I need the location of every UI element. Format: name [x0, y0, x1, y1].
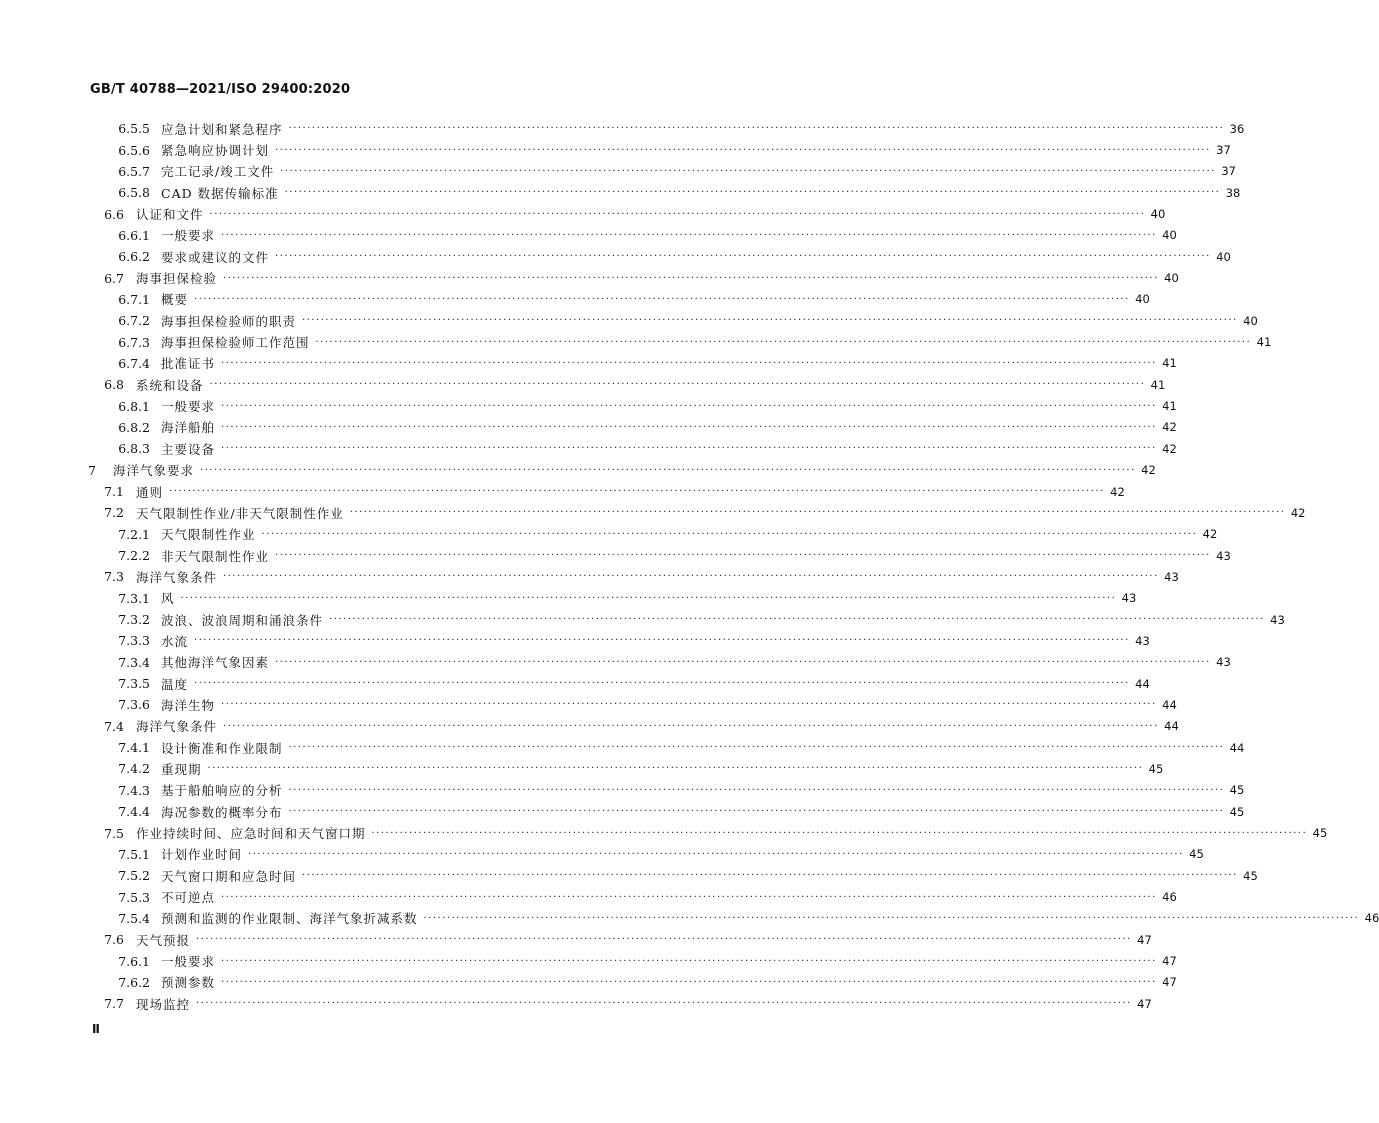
toc-entry-number: 7.2.2 [118, 548, 150, 564]
toc-entry[interactable] [0, 886, 1177, 907]
toc-leader-dots: ········································································································································································································ [221, 443, 1157, 455]
toc-entry-line [161, 867, 1258, 885]
toc-leader-dots: ········································································································································································································ [288, 742, 1225, 754]
toc-leader-dots: ········································································································································································································ [169, 486, 1105, 498]
toc-entry-number: 7.3.2 [118, 612, 150, 628]
toc-entry-title: 海事担保检验师工作范围 [161, 335, 310, 351]
toc-entry-title: 天气预报 [136, 932, 191, 948]
toc-entry[interactable] [0, 844, 1204, 865]
toc-entry-line [161, 589, 1137, 607]
toc-entry-line [136, 483, 1125, 501]
toc-entry-page: 47 [1162, 975, 1177, 990]
toc-leader-dots: ········································································································································································································ [194, 635, 1130, 647]
toc-entry-page: 45 [1243, 868, 1258, 883]
toc-entry[interactable] [0, 246, 1231, 267]
toc-entry-number: 7.1 [104, 484, 124, 500]
toc-entry-page: 43 [1270, 612, 1285, 627]
toc-leader-dots: ········································································································································································································ [288, 784, 1225, 796]
toc-entry-page: 41 [1162, 399, 1177, 414]
toc-entry-line [161, 888, 1177, 906]
toc-entry[interactable] [0, 310, 1258, 331]
toc-entry[interactable] [0, 716, 1179, 737]
toc-entry-number: 6.7.1 [118, 291, 150, 307]
toc-entry-number: 7.4.2 [118, 761, 150, 777]
toc-entry-title: 风 [161, 591, 175, 607]
toc-entry-page: 38 [1225, 185, 1241, 200]
toc-entry[interactable] [0, 374, 1166, 395]
toc-entry-line [136, 931, 1152, 949]
toc-entry[interactable] [0, 588, 1137, 609]
toc-entry[interactable] [0, 267, 1179, 288]
toc-entry-title: 天气窗口期和应急时间 [161, 868, 297, 884]
toc-leader-dots: ········································································································································································································ [280, 165, 1216, 177]
toc-entry-line [161, 418, 1177, 436]
toc-entry-number: 6.7.4 [118, 355, 150, 371]
toc-entry-number: 7.5.1 [118, 846, 150, 862]
toc-entry-page: 43 [1216, 548, 1231, 563]
toc-entry-page: 42 [1162, 420, 1177, 435]
toc-entry[interactable] [0, 972, 1177, 993]
toc-entry-line [136, 376, 1166, 394]
toc-entry-page: 47 [1137, 996, 1152, 1011]
toc-leader-dots: ········································································································································································································ [248, 848, 1184, 860]
toc-entry-page: 44 [1162, 697, 1177, 712]
toc-leader-dots: ········································································································································································································ [196, 998, 1132, 1010]
toc-entry-page: 43 [1121, 591, 1137, 606]
toc-leader-dots: ········································································································································································································ [223, 272, 1159, 284]
toc-entry[interactable] [0, 438, 1177, 459]
toc-entry-number: 7.6.2 [118, 974, 150, 990]
toc-entry-title: 其他海洋气象因素 [161, 655, 270, 671]
toc-entry-number: 6.6.2 [118, 249, 150, 265]
toc-entry-line [161, 290, 1150, 308]
toc-entry[interactable] [0, 225, 1177, 246]
toc-entry-number: 7.3.4 [118, 654, 150, 670]
toc-entry-page: 43 [1216, 655, 1231, 670]
toc-entry-page: 43 [1164, 569, 1179, 584]
toc-entry-page: 40 [1150, 207, 1166, 222]
toc-entry-number: 7.5.3 [118, 889, 150, 905]
toc-entry-number: 6.7.2 [118, 313, 150, 329]
toc-entry-number: 7.5 [104, 825, 124, 841]
toc-entry[interactable] [0, 353, 1177, 374]
toc-entry[interactable] [0, 182, 1241, 203]
toc-entry-page: 40 [1135, 292, 1150, 307]
toc-leader-dots: ········································································································································································································ [200, 464, 1136, 476]
toc-entry-title: 天气限制性作业/非天气限制性作业 [136, 505, 344, 521]
toc-entry-page: 45 [1189, 847, 1204, 862]
toc-entry-page: 36 [1229, 121, 1245, 136]
toc-entry-page: 44 [1164, 719, 1179, 734]
toc-entry-number: 7.4.3 [118, 782, 150, 798]
toc-entry-line [161, 312, 1258, 330]
toc-entry-title: 概要 [161, 292, 189, 308]
toc-entry[interactable] [0, 673, 1150, 694]
toc-entry-page: 45 [1229, 783, 1245, 798]
toc-entry-line [161, 675, 1150, 693]
toc-leader-dots: ········································································································································································································ [275, 550, 1211, 562]
toc-entry-page: 37 [1221, 164, 1236, 179]
toc-entry[interactable] [0, 566, 1179, 587]
toc-entry-page: 42 [1162, 441, 1177, 456]
toc-entry-page: 42 [1141, 463, 1156, 478]
toc-entry-title: 计划作业时间 [161, 847, 243, 863]
toc-entry-line [161, 973, 1177, 991]
toc-entry-number: 7.3.5 [118, 676, 150, 692]
toc-entry-line [161, 952, 1177, 970]
toc-entry-title: 基于船舶响应的分析 [161, 783, 283, 799]
toc-entry[interactable] [0, 865, 1258, 886]
toc-entry-title: 温度 [161, 676, 189, 692]
toc-leader-dots: ········································································································································································································ [275, 144, 1211, 156]
toc-leader-dots: ········································································································································································································ [221, 891, 1157, 903]
toc-leader-dots: ········································································································································································································ [221, 421, 1157, 433]
toc-entry-number: 7.3.1 [118, 590, 150, 606]
toc-entry-title: 系统和设备 [136, 377, 204, 393]
toc-entry[interactable] [0, 801, 1245, 822]
toc-entry-line [161, 909, 1379, 927]
toc-entry-line [161, 547, 1231, 565]
toc-entry-number: 7.2 [104, 505, 124, 521]
toc-entry-number: 7.7 [104, 996, 124, 1012]
toc-leader-dots: ········································································································································································································ [284, 187, 1221, 199]
toc-entry-page: 45 [1148, 761, 1164, 776]
toc-entry[interactable] [0, 993, 1152, 1014]
toc-leader-dots: ········································································································································································································ [221, 400, 1157, 412]
toc-entry-page: 40 [1164, 271, 1179, 286]
toc-entry[interactable] [0, 481, 1125, 502]
toc-leader-dots: ········································································································································································································ [275, 656, 1211, 668]
toc-entry-number: 7.3 [104, 569, 124, 585]
toc-leader-dots: ········································································································································································································ [423, 912, 1360, 924]
toc-entry-number: 6.5.8 [118, 185, 150, 201]
toc-entry-line [161, 354, 1177, 372]
toc-entry-number: 7.6.1 [118, 953, 150, 969]
toc-leader-dots: ········································································································································································································ [221, 357, 1157, 369]
toc-entry-line [161, 162, 1236, 180]
toc-entry[interactable] [0, 161, 1236, 182]
toc-entry-page: 42 [1110, 484, 1125, 499]
toc-entry-page: 46 [1162, 890, 1177, 905]
toc-entry-title: 通则 [136, 484, 164, 500]
toc-leader-dots: ········································································································································································································ [261, 528, 1198, 540]
toc-entry-line [136, 205, 1166, 223]
toc-entry-page: 37 [1216, 143, 1231, 158]
toc-leader-dots: ········································································································································································································ [209, 208, 1146, 220]
toc-entry-page: 40 [1243, 313, 1258, 328]
toc-entry[interactable] [0, 737, 1245, 758]
toc-entry-page: 41 [1256, 335, 1272, 350]
toc-entry-line [161, 653, 1231, 671]
toc-entry-number: 6.8.2 [118, 419, 150, 435]
toc-entry-title: 海况参数的概率分布 [161, 804, 283, 820]
toc-entry-page: 40 [1162, 228, 1177, 243]
toc-leader-dots: ········································································································································································································ [223, 571, 1159, 583]
toc-entry-number: 6.6 [104, 206, 124, 222]
toc-entry[interactable] [0, 908, 1379, 929]
toc-leader-dots: ········································································································································································································ [221, 976, 1157, 988]
toc-entry-title: 批准证书 [161, 356, 216, 372]
toc-entry-title: 海洋气象条件 [136, 719, 218, 735]
toc-leader-dots: ········································································································································································································ [180, 592, 1117, 604]
toc-entry[interactable] [0, 139, 1231, 160]
toc-entry-number: 7.5.4 [118, 910, 150, 926]
toc-leader-dots: ········································································································································································································ [221, 229, 1157, 241]
toc-entry-line [136, 568, 1179, 586]
toc-entry[interactable] [0, 758, 1164, 779]
toc-leader-dots: ········································································································································································································ [288, 123, 1225, 135]
toc-entry[interactable] [0, 460, 1156, 481]
toc-entry[interactable] [0, 118, 1245, 139]
toc-leader-dots: ········································································································································································································ [302, 315, 1238, 327]
toc-entry-title: 海洋生物 [161, 697, 216, 713]
toc-entry-number: 7 [88, 462, 96, 478]
toc-entry-title: 不可逆点 [161, 890, 216, 906]
toc-leader-dots: ········································································································································································································ [194, 293, 1130, 305]
toc-entry-number: 6.8 [104, 377, 124, 393]
toc-leader-dots: ········································································································································································································ [329, 614, 1265, 626]
toc-entry-number: 7.5.2 [118, 868, 150, 884]
toc-entry-title: 现场监控 [136, 996, 191, 1012]
toc-entry-page: 45 [1229, 804, 1245, 819]
toc-entry-number: 7.4.1 [118, 740, 150, 756]
toc-entry-title: 紧急响应协调计划 [161, 143, 270, 159]
toc-entry-number: 6.5.5 [118, 121, 150, 137]
toc-entry-title: 海洋船舶 [161, 420, 216, 436]
toc-entry-title: 要求或建议的文件 [161, 249, 270, 265]
toc-entry-line [161, 845, 1204, 863]
toc-entry-title: 作业持续时间、应急时间和天气窗口期 [136, 826, 366, 842]
toc-entry-line [161, 226, 1177, 244]
toc-entry-title: 一般要求 [161, 399, 216, 415]
toc-entry-line [161, 611, 1285, 629]
toc-entry-page: 42 [1290, 505, 1306, 520]
toc-entry-number: 6.7 [104, 270, 124, 286]
toc-entry-page: 41 [1150, 377, 1166, 392]
toc-leader-dots: ········································································································································································································ [221, 699, 1157, 711]
toc-entry[interactable] [0, 694, 1177, 715]
toc-entry[interactable] [0, 203, 1166, 224]
toc-entry-title: 一般要求 [161, 954, 216, 970]
toc-leader-dots: ········································································································································································································ [194, 678, 1130, 690]
toc-entry-title: 波浪、波浪周期和涌浪条件 [161, 612, 324, 628]
toc-entry[interactable] [0, 630, 1150, 651]
toc-entry-line [136, 269, 1179, 287]
toc-entry[interactable] [0, 502, 1306, 523]
toc-leader-dots: ········································································································································································································ [371, 827, 1308, 839]
toc-entry-number: 7.3.3 [118, 633, 150, 649]
toc-entry-page: 45 [1312, 826, 1328, 841]
toc-entry[interactable] [0, 950, 1177, 971]
toc-entry-number: 7.3.6 [118, 697, 150, 713]
toc-entry-page: 44 [1229, 740, 1245, 755]
toc-entry-number: 6.5.7 [118, 163, 150, 179]
toc-entry-line [161, 141, 1231, 159]
toc-entry-line [136, 717, 1179, 735]
toc-entry-number: 7.4.4 [118, 804, 150, 820]
toc-entry[interactable] [0, 331, 1272, 352]
toc-leader-dots: ········································································································································································································ [209, 379, 1146, 391]
toc-entry-line [161, 696, 1177, 714]
toc-entry-title: 主要设备 [161, 441, 216, 457]
toc-entry-number: 6.7.3 [118, 334, 150, 350]
toc-entry-line [161, 120, 1245, 138]
toc-entry-line [136, 824, 1328, 842]
document-code-header: GB/T 40788—2021/ISO 29400:2020 [90, 82, 351, 97]
toc-entry-number: 7.6 [104, 932, 124, 948]
toc-entry-line [161, 440, 1177, 458]
toc-entry-line [161, 525, 1218, 543]
toc-entry-title: 海事担保检验 [136, 271, 218, 287]
toc-entry-number: 6.8.3 [118, 441, 150, 457]
toc-entry-title: 海洋气象要求 [113, 463, 195, 479]
toc-entry[interactable] [0, 289, 1150, 310]
toc-entry-line [161, 739, 1245, 757]
toc-entry-line [113, 461, 1156, 479]
toc-entry[interactable] [0, 395, 1177, 416]
toc-entry-line [161, 397, 1177, 415]
toc-leader-dots: ········································································································································································································ [302, 870, 1238, 882]
toc-leader-dots: ········································································································································································································ [223, 720, 1159, 732]
toc-entry-title: 海洋气象条件 [136, 569, 218, 585]
toc-entry-title: 一般要求 [161, 228, 216, 244]
toc-entry[interactable] [0, 417, 1177, 438]
toc-entry-title: 设计衡准和作业限制 [161, 740, 283, 756]
toc-entry-line [161, 632, 1150, 650]
toc-entry-title: 预测和监测的作业限制、海洋气象折减系数 [161, 911, 418, 927]
toc-entry-page: 47 [1137, 932, 1152, 947]
toc-entry-page: 40 [1216, 249, 1231, 264]
toc-entry-page: 47 [1162, 954, 1177, 969]
toc-entry-number: 7.4 [104, 718, 124, 734]
toc-entry[interactable] [0, 609, 1285, 630]
toc-entry-line [161, 184, 1241, 202]
toc-entry-title: 预测参数 [161, 975, 216, 991]
toc-entry-number: 6.6.1 [118, 227, 150, 243]
page-number: Ⅱ [92, 1022, 100, 1036]
toc-entry-page: 41 [1162, 356, 1177, 371]
toc-entry-title: 认证和文件 [136, 207, 204, 223]
toc-entry-line [161, 760, 1164, 778]
toc-entry-page: 44 [1135, 676, 1150, 691]
toc-entry-number: 7.2.1 [118, 526, 150, 542]
toc-entry-title: 非天气限制性作业 [161, 548, 270, 564]
toc-entry-title: 完工记录/竣工文件 [161, 164, 275, 180]
toc-entry[interactable] [0, 780, 1245, 801]
toc-entry-title: 海事担保检验师的职责 [161, 313, 297, 329]
toc-entry-line [161, 248, 1231, 266]
toc-leader-dots: ········································································································································································································ [315, 336, 1252, 348]
toc-entry-line [161, 333, 1272, 351]
toc-entry-line [136, 995, 1152, 1013]
toc-entry[interactable] [0, 929, 1152, 950]
toc-leader-dots: ········································································································································································································ [275, 251, 1211, 263]
toc-entry-page: 43 [1135, 633, 1150, 648]
toc-entry[interactable] [0, 545, 1231, 566]
toc-entry-page: 46 [1364, 911, 1379, 926]
toc-entry-title: 水流 [161, 633, 189, 649]
toc-entry-title: 应急计划和紧急程序 [161, 121, 283, 137]
toc-entry-number: 6.8.1 [118, 398, 150, 414]
table-of-contents [0, 118, 1379, 1014]
toc-entry[interactable] [0, 524, 1218, 545]
toc-entry[interactable] [0, 652, 1231, 673]
toc-entry[interactable] [0, 822, 1328, 843]
toc-leader-dots: ········································································································································································································ [207, 763, 1144, 775]
toc-leader-dots: ········································································································································································································ [288, 806, 1225, 818]
toc-entry-line [136, 504, 1306, 522]
toc-leader-dots: ········································································································································································································ [349, 507, 1286, 519]
toc-entry-page: 42 [1202, 527, 1218, 542]
toc-entry-line [161, 781, 1245, 799]
toc-entry-title: 天气限制性作业 [161, 527, 256, 543]
toc-leader-dots: ········································································································································································································ [221, 955, 1157, 967]
toc-entry-line [161, 803, 1245, 821]
toc-entry-title: 重现期 [161, 761, 202, 777]
toc-entry-title: CAD 数据传输标准 [161, 185, 279, 201]
toc-entry-number: 6.5.6 [118, 142, 150, 158]
toc-leader-dots: ········································································································································································································ [196, 934, 1132, 946]
